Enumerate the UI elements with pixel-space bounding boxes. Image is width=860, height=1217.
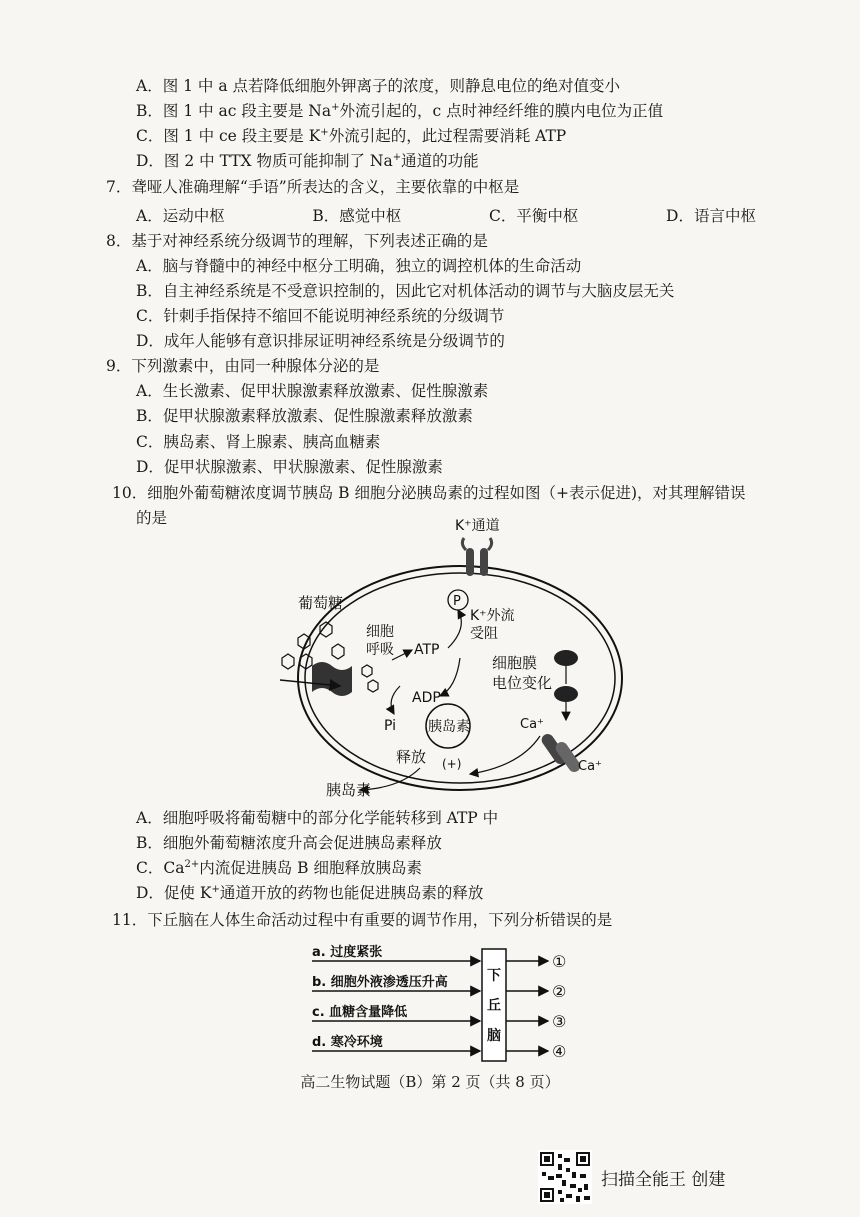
q6-option-c: C．图 1 中 ce 段主要是 K+外流引起的，此过程需要消耗 ATP [136,126,567,145]
q7-option-a: A．运动中枢 [136,207,225,225]
q7-stem: 7．聋哑人准确理解“手语”所表达的含义，主要依靠的中枢是 [106,178,520,196]
box-char-1: 下 [487,968,501,984]
phosphate-label: P [453,594,461,609]
qr-code-icon [538,1150,592,1204]
q6-option-a: A．图 1 中 a 点若降低细胞外钾离子的浓度，则静息电位的绝对值变小 [136,77,621,95]
glucose-label: 葡萄糖 [298,594,344,612]
q10-stem-cont: 的是 [136,509,168,527]
output-1: ① [552,952,567,971]
q9-stem: 9．下列激素中，由同一种腺体分泌的是 [106,357,380,375]
box-char-3: 脑 [487,1028,501,1044]
q6-option-b: B．图 1 中 ac 段主要是 Na+外流引起的，c 点时神经纤维的膜内电位为正值 [136,101,664,120]
k-blocked-label-1: K⁺外流 [470,608,515,624]
input-d: d. 寒冷环境 [312,1035,383,1050]
atp-label: ATP [414,642,440,658]
adp-label: ADP [412,690,441,706]
q8-stem: 8．基于对神经系统分级调节的理解，下列表述正确的是 [106,232,488,250]
k-blocked-label-2: 受阻 [470,626,498,642]
insulin-secretion-diagram [270,508,630,808]
input-c: c. 血糖含量降低 [312,1005,408,1020]
membrane-potential-label-2: 电位变化 [492,674,553,692]
k-channel-icon [462,538,491,576]
output-4: ④ [552,1042,567,1061]
q10-option-b: B．细胞外葡萄糖浓度升高会促进胰岛素释放 [136,834,442,852]
q7-option-c: C．平衡中枢 [488,207,579,225]
output-2: ② [552,982,567,1001]
insulin-granule-label: 胰岛素 [428,719,470,735]
q7-options [136,204,756,226]
k-channel-label: K⁺通道 [455,518,500,534]
q9-option-d: D．促甲状腺激素、甲状腺激素、促性腺激素 [136,458,443,476]
q10-option-c: C．$Ca^{2+}$内流促进胰岛 B 细胞释放胰岛素 [136,858,422,877]
q9-option-a: A．生长激素、促甲状腺激素释放激素、促性腺激素 [136,382,489,400]
pi-label: Pi [384,718,397,734]
membrane-potential-label-1: 细胞膜 [492,654,538,672]
promote-label: (+) [442,757,462,771]
q6-option-d: D．图 2 中 TTX 物质可能抑制了 Na+通道的功能 [136,151,479,170]
glucose-transporter-icon [312,662,352,696]
q9-option-b: B．促甲状腺激素释放激素、促性腺激素释放激素 [136,407,473,425]
q8-option-a: A．脑与脊髓中的神经中枢分工明确，独立的调控机体的生命活动 [136,257,582,275]
insulin-label: 胰岛素 [326,781,372,799]
q8-option-d: D．成年人能够有意识排尿证明神经系统是分级调节的 [136,332,505,350]
q7-option-d: D．语言中枢 [666,207,756,225]
q7-option-b: B．感觉中枢 [312,207,402,225]
input-a: a. 过度紧张 [312,945,383,960]
respiration-label-2: 呼吸 [366,642,394,658]
q9-option-c: C．胰岛素、肾上腺素、胰高血糖素 [136,433,381,451]
q10-option-a: A．细胞呼吸将葡萄糖中的部分化学能转移到 ATP 中 [136,809,499,827]
output-3: ③ [552,1012,567,1031]
ca-outside-label: Ca⁺ [578,759,602,774]
release-label: 释放 [396,748,427,766]
q8-option-c: C．针刺手指保持不缩回不能说明神经系统的分级调节 [136,307,505,325]
q10-stem: 10．细胞外葡萄糖浓度调节胰岛 B 细胞分泌胰岛素的过程如图（+表示促进)，对其理解错误 [112,484,746,502]
ca-inside-label: Ca⁺ [520,717,544,732]
respiration-label-1: 细胞 [366,624,394,640]
q10-option-d: D．促使 K+通道开放的药物也能促进胰岛素的释放 [136,883,484,902]
hypothalamus-diagram [300,944,590,1064]
q11-stem: 11．下丘脑在人体生命活动过程中有重要的调节作用，下列分析错误的是 [112,911,613,929]
scanner-watermark-label: 扫描全能王 创建 [601,1170,726,1190]
q8-option-b: B．自主神经系统是不受意识控制的，因此它对机体活动的调节与大脑皮层无关 [136,282,675,300]
ca-channel-icon [539,732,582,775]
box-char-2: 丘 [487,998,501,1014]
page-footer: 高二生物试题（B）第 2 页（共 8 页） [300,1073,560,1091]
input-b: b. 细胞外液渗透压升高 [312,975,448,990]
